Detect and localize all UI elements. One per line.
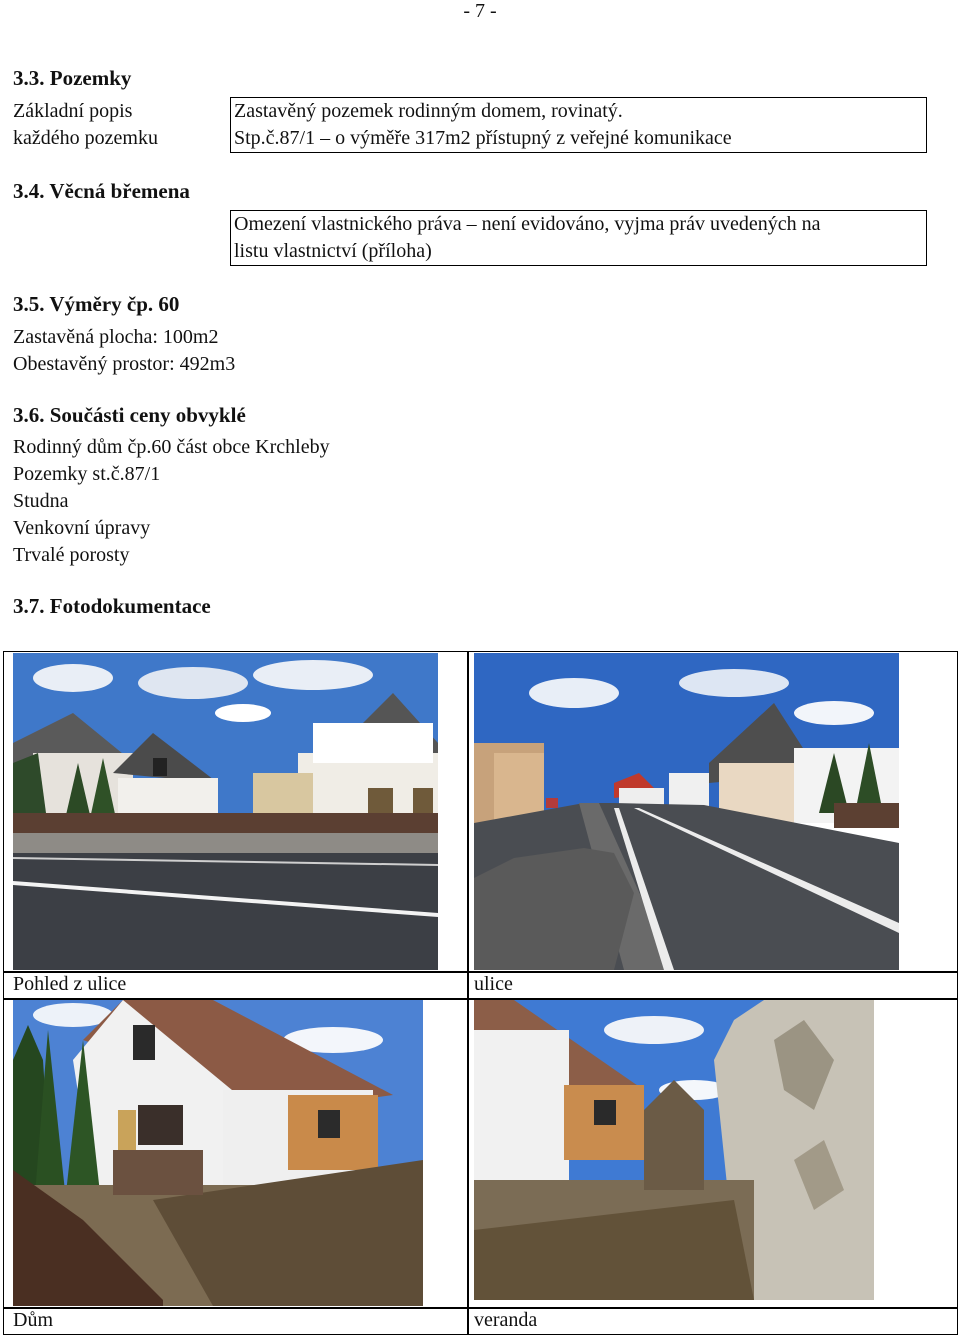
page-number: - 7 - [463,0,497,22]
easements-box [230,210,927,266]
caption-street-view: Pohled z ulice [13,973,127,995]
section-3-3-heading: 3.3. Pozemky [13,66,132,90]
enclosed-volume: Obestavěný prostor: 492m3 [13,353,236,375]
land-description-label-line1: Základní popis [13,100,133,122]
list-item: Trvalé porosty [13,544,130,566]
land-description-label-line2: každého pozemku [13,127,158,149]
components-list [13,434,330,569]
section-3-4-heading: 3.4. Věcná břemena [13,179,190,203]
land-description-line1: Zastavěný pozemek rodinným domem, rovinatý. [234,100,623,122]
caption-street: ulice [474,973,513,995]
list-item: Pozemky st.č.87/1 [13,463,161,485]
photo-veranda [474,1000,874,1300]
list-item: Venkovní úpravy [13,517,151,539]
section-3-6-heading: 3.6. Součásti ceny obvyklé [13,403,246,427]
easements-line1: Omezení vlastnického práva – není evidováno, vyjma práv uvedených na [234,213,821,235]
section-3-7-heading: 3.7. Fotodokumentace [13,594,211,618]
grid-divider-vertical [467,652,469,1334]
photo-house [13,1000,423,1306]
photo-grid [3,651,958,1335]
caption-house: Dům [13,1309,53,1331]
caption-veranda: veranda [474,1309,538,1331]
section-3-5-heading: 3.5. Výměry čp. 60 [13,292,180,316]
land-description-line2: Stp.č.87/1 – o výměře 317m2 přístupný z veřejné komunikace [234,127,732,149]
easements-line2: listu vlastnictví (příloha) [234,240,432,262]
built-up-area: Zastavěná plocha: 100m2 [13,326,219,348]
photo-street-view [13,653,438,970]
list-item: Studna [13,490,69,512]
photo-street [474,653,899,970]
list-item: Rodinný dům čp.60 část obce Krchleby [13,436,330,458]
land-description-box [230,97,927,153]
